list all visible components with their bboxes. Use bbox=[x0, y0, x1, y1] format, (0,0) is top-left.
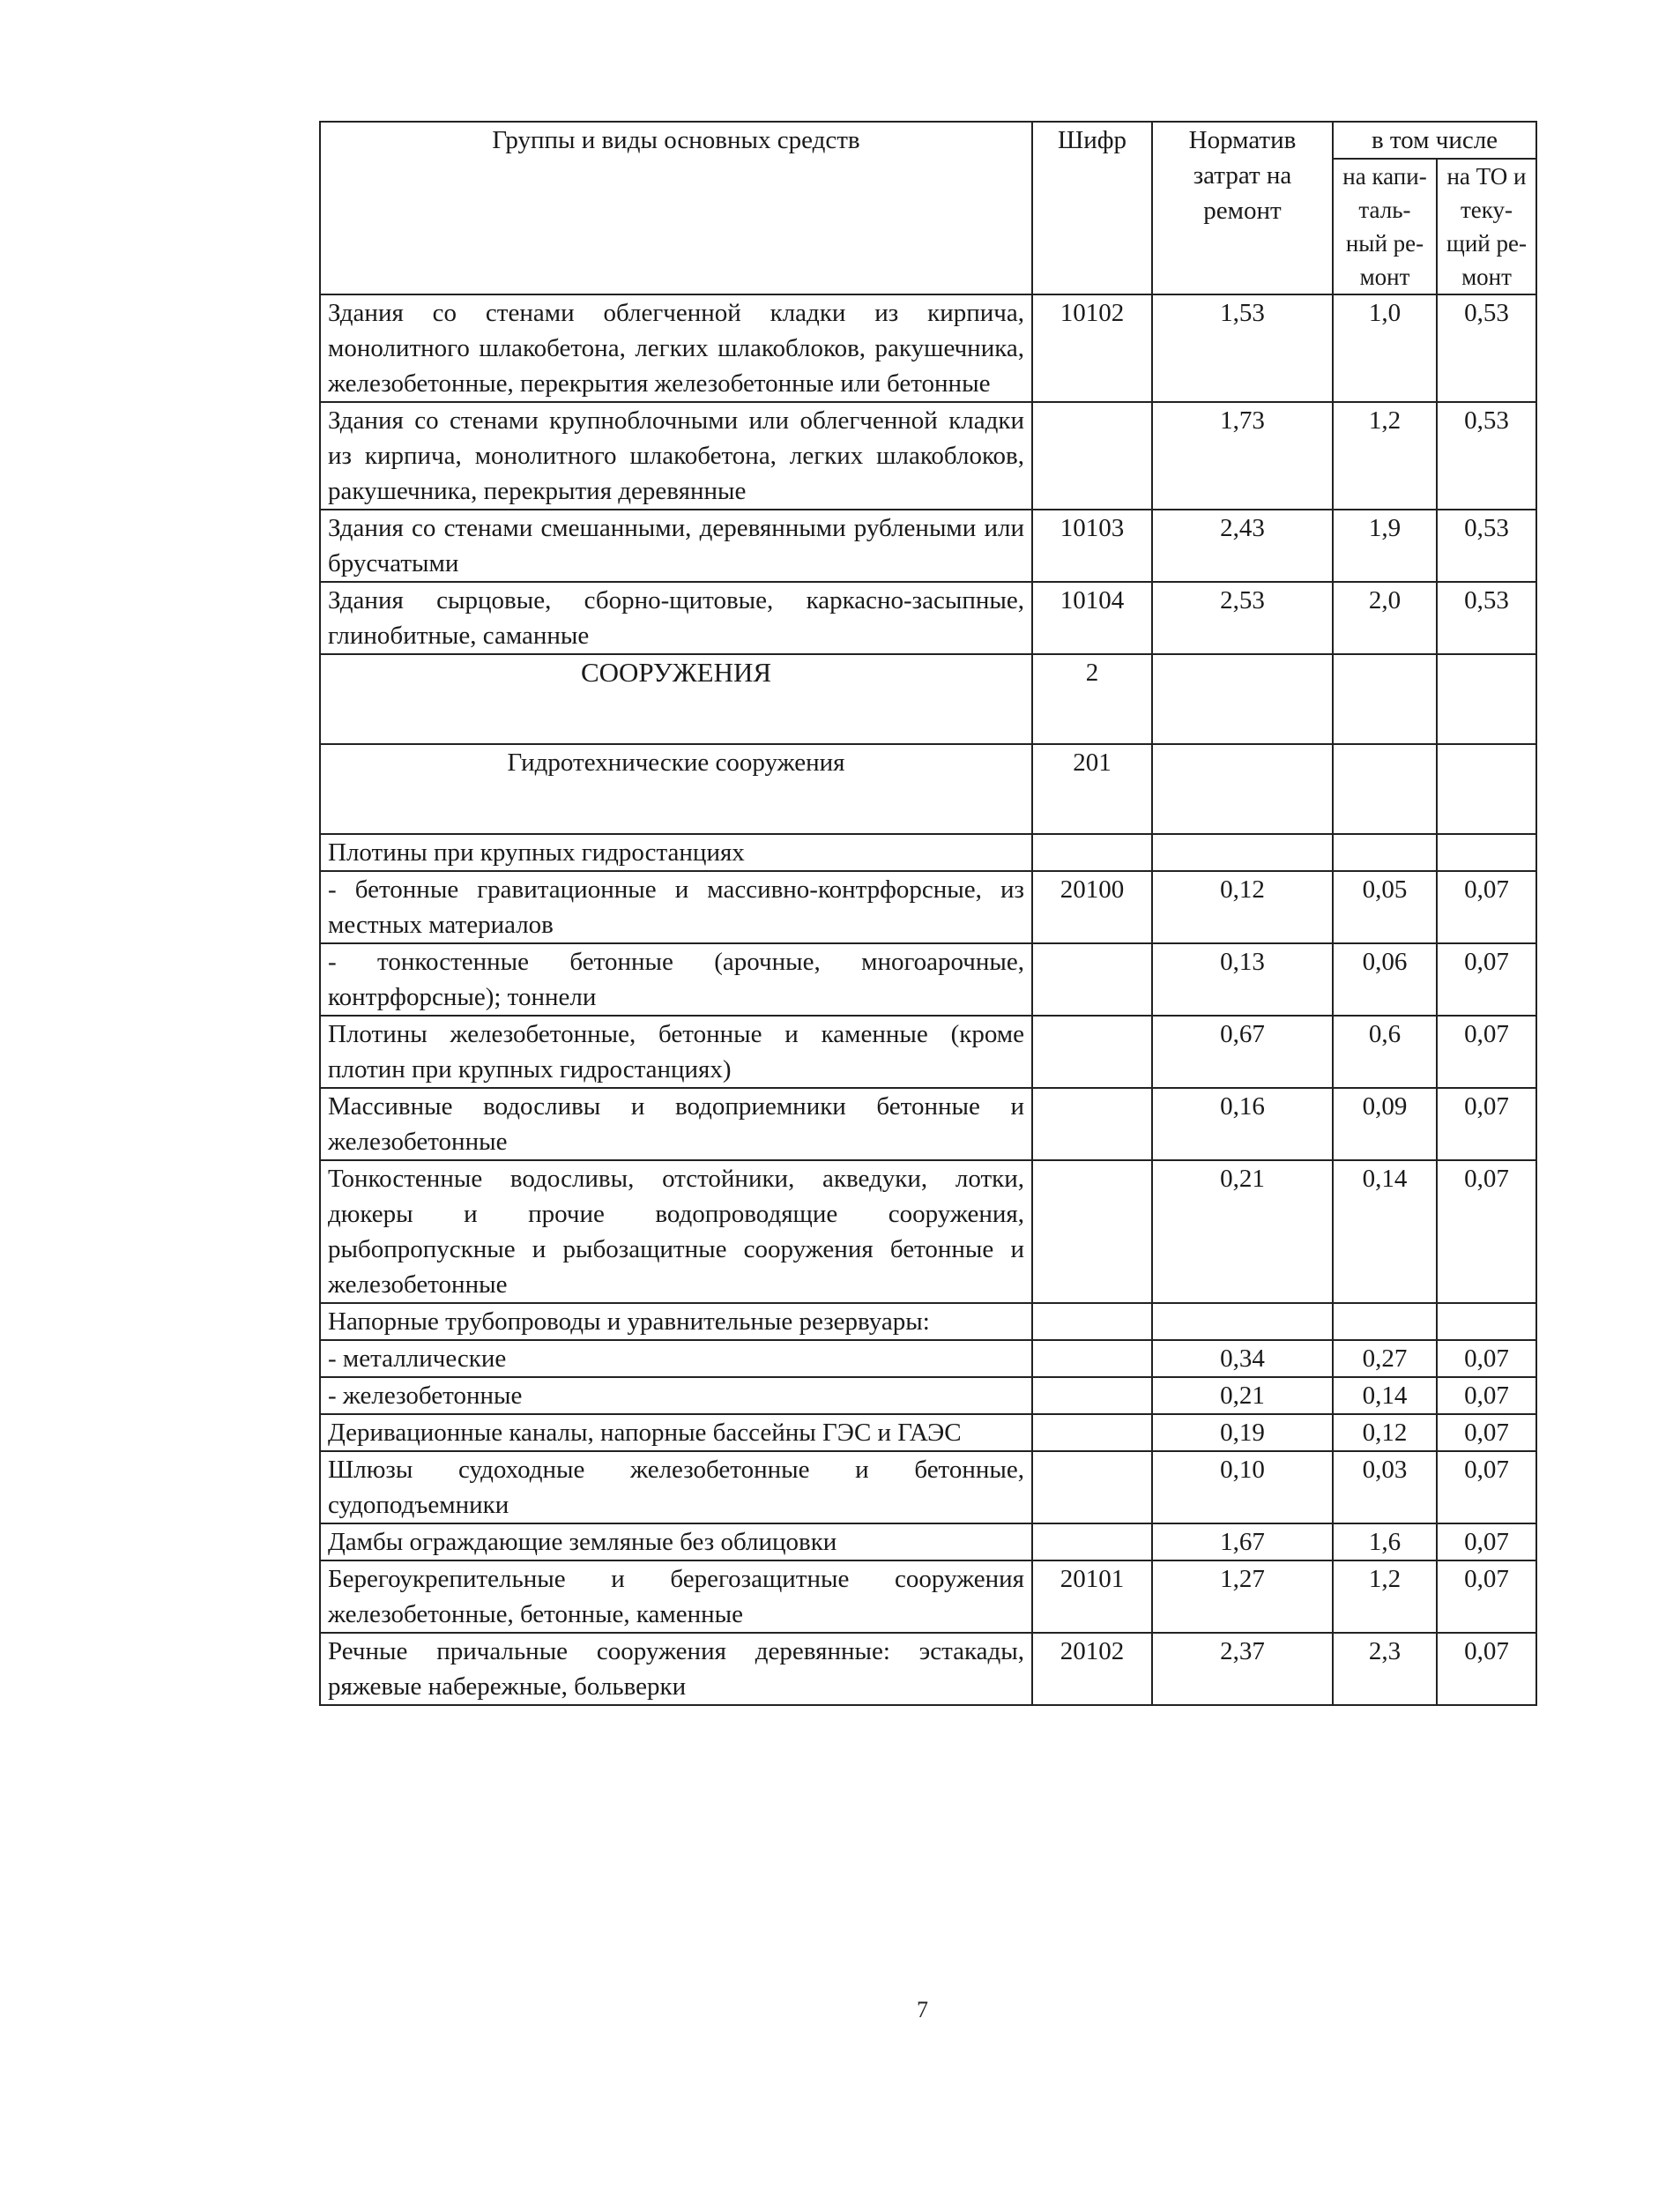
row-name: Дамбы ограждающие земляные без облицовки bbox=[320, 1523, 1032, 1560]
row-capital: 0,6 bbox=[1333, 1016, 1437, 1088]
row-norm: 0,21 bbox=[1152, 1160, 1333, 1303]
row-code bbox=[1032, 1160, 1152, 1303]
header-code: Шифр bbox=[1032, 122, 1152, 294]
row-current: 0,07 bbox=[1437, 1160, 1536, 1303]
row-name: Речные причальные сооружения деревянные: эстакады, ряжевые набережные, больверки bbox=[320, 1633, 1032, 1705]
row-code bbox=[1032, 943, 1152, 1016]
row-name: Напорные трубопроводы и уравнительные резервуары: bbox=[320, 1303, 1032, 1340]
row-current: 0,07 bbox=[1437, 1016, 1536, 1088]
row-capital: 0,14 bbox=[1333, 1160, 1437, 1303]
header-current: на ТО и теку- щий ре- монт bbox=[1437, 159, 1536, 294]
table-row bbox=[320, 294, 1536, 402]
row-name: - бетонные гравитационные и массивно-контрфорсные, из местных материалов bbox=[320, 871, 1032, 943]
empty-cell bbox=[1333, 654, 1437, 744]
table-row bbox=[320, 1560, 1536, 1633]
row-name: Плотины железобетонные, бетонные и каменные (кроме плотин при крупных гидростанциях) bbox=[320, 1016, 1032, 1088]
empty-cell bbox=[1152, 744, 1333, 834]
row-name: Деривационные каналы, напорные бассейны ГЭС и ГАЭС bbox=[320, 1414, 1032, 1451]
row-norm: 1,67 bbox=[1152, 1523, 1333, 1560]
page-number: 7 bbox=[917, 1997, 928, 2022]
row-capital: 2,0 bbox=[1333, 582, 1437, 654]
row-code: 20101 bbox=[1032, 1560, 1152, 1633]
row-current: 0,07 bbox=[1437, 1414, 1536, 1451]
row-current: 0,07 bbox=[1437, 1560, 1536, 1633]
row-norm: 2,53 bbox=[1152, 582, 1333, 654]
row-norm: 0,12 bbox=[1152, 871, 1333, 943]
row-capital: 0,03 bbox=[1333, 1451, 1437, 1523]
header-name: Группы и виды основных средств bbox=[320, 122, 1032, 294]
row-code bbox=[1032, 402, 1152, 510]
table-row bbox=[320, 1340, 1536, 1377]
row-norm: 0,67 bbox=[1152, 1016, 1333, 1088]
row-norm: 1,73 bbox=[1152, 402, 1333, 510]
row-norm: 1,53 bbox=[1152, 294, 1333, 402]
row-capital: 1,0 bbox=[1333, 294, 1437, 402]
row-norm bbox=[1152, 1303, 1333, 1340]
row-code bbox=[1032, 834, 1152, 871]
row-code: 20102 bbox=[1032, 1633, 1152, 1705]
row-current: 0,07 bbox=[1437, 1633, 1536, 1705]
row-capital: 1,2 bbox=[1333, 1560, 1437, 1633]
row-name: - металлические bbox=[320, 1340, 1032, 1377]
table-row bbox=[320, 1016, 1536, 1088]
table-row bbox=[320, 1377, 1536, 1414]
repair-norms-table bbox=[319, 121, 1537, 1706]
row-code bbox=[1032, 1303, 1152, 1340]
row-code: 10103 bbox=[1032, 510, 1152, 582]
table-row bbox=[320, 1088, 1536, 1160]
table-header-row bbox=[320, 122, 1536, 159]
row-code bbox=[1032, 1088, 1152, 1160]
row-capital: 2,3 bbox=[1333, 1633, 1437, 1705]
row-code bbox=[1032, 1414, 1152, 1451]
row-current: 0,07 bbox=[1437, 1377, 1536, 1414]
row-name: Тонкостенные водосливы, отстойники, акведуки, лотки, дюкеры и прочие водопроводящие сооружения, рыбопропускные и рыбозащитные сооружения бетонные и железобетонные bbox=[320, 1160, 1032, 1303]
row-current: 0,07 bbox=[1437, 1523, 1536, 1560]
row-code bbox=[1032, 1451, 1152, 1523]
row-current bbox=[1437, 1303, 1536, 1340]
row-norm: 0,19 bbox=[1152, 1414, 1333, 1451]
row-capital: 0,14 bbox=[1333, 1377, 1437, 1414]
table-row bbox=[320, 1451, 1536, 1523]
row-norm: 0,10 bbox=[1152, 1451, 1333, 1523]
empty-cell bbox=[1437, 744, 1536, 834]
subsection-title: Гидротехнические сооружения bbox=[320, 744, 1032, 834]
row-current: 0,53 bbox=[1437, 294, 1536, 402]
row-name: Плотины при крупных гидростанциях bbox=[320, 834, 1032, 871]
table-row bbox=[320, 1160, 1536, 1303]
row-name: Здания со стенами облегченной кладки из кирпича, монолитного шлакобетона, легких шлакоблоков, ракушечника, железобетонные, перекрытия железобетонные или бетонные bbox=[320, 294, 1032, 402]
table-row bbox=[320, 402, 1536, 510]
header-capital: на капи- таль- ный ре- монт bbox=[1333, 159, 1437, 294]
row-code bbox=[1032, 1340, 1152, 1377]
row-capital bbox=[1333, 834, 1437, 871]
table-row bbox=[320, 1414, 1536, 1451]
row-code: 10102 bbox=[1032, 294, 1152, 402]
row-capital: 1,2 bbox=[1333, 402, 1437, 510]
row-name: - тонкостенные бетонные (арочные, многоарочные, контрфорсные); тоннели bbox=[320, 943, 1032, 1016]
table-row bbox=[320, 1303, 1536, 1340]
table-row bbox=[320, 1633, 1536, 1705]
row-name: Здания со стенами крупноблочными или облегченной кладки из кирпича, монолитного шлакобетона, легких шлакоблоков, ракушечника, перекрытия деревянные bbox=[320, 402, 1032, 510]
row-capital: 0,06 bbox=[1333, 943, 1437, 1016]
row-norm: 1,27 bbox=[1152, 1560, 1333, 1633]
header-norm: Норматив затрат на ремонт bbox=[1152, 122, 1333, 294]
row-capital: 0,12 bbox=[1333, 1414, 1437, 1451]
row-name: Массивные водосливы и водоприемники бетонные и железобетонные bbox=[320, 1088, 1032, 1160]
subsection-code: 201 bbox=[1032, 744, 1152, 834]
section-title: СООРУЖЕНИЯ bbox=[320, 654, 1032, 744]
row-name: Здания сырцовые, сборно-щитовые, каркасно-засыпные, глинобитные, саманные bbox=[320, 582, 1032, 654]
row-current: 0,07 bbox=[1437, 871, 1536, 943]
row-current: 0,07 bbox=[1437, 943, 1536, 1016]
row-current: 0,53 bbox=[1437, 402, 1536, 510]
table-row bbox=[320, 582, 1536, 654]
row-current: 0,07 bbox=[1437, 1451, 1536, 1523]
row-code bbox=[1032, 1016, 1152, 1088]
empty-cell bbox=[1437, 654, 1536, 744]
row-name: Берегоукрепительные и берегозащитные сооружения железобетонные, бетонные, каменные bbox=[320, 1560, 1032, 1633]
row-current: 0,53 bbox=[1437, 582, 1536, 654]
row-norm: 2,43 bbox=[1152, 510, 1333, 582]
table-row bbox=[320, 510, 1536, 582]
row-capital: 0,05 bbox=[1333, 871, 1437, 943]
row-norm: 0,21 bbox=[1152, 1377, 1333, 1414]
row-capital: 1,6 bbox=[1333, 1523, 1437, 1560]
row-current: 0,53 bbox=[1437, 510, 1536, 582]
row-name: Здания со стенами смешанными, деревянными рублеными или брусчатыми bbox=[320, 510, 1032, 582]
row-capital: 1,9 bbox=[1333, 510, 1437, 582]
row-code: 20100 bbox=[1032, 871, 1152, 943]
row-name: - железобетонные bbox=[320, 1377, 1032, 1414]
table-row bbox=[320, 834, 1536, 871]
header-group: в том числе bbox=[1333, 122, 1536, 159]
table-row bbox=[320, 1523, 1536, 1560]
row-current: 0,07 bbox=[1437, 1340, 1536, 1377]
row-code bbox=[1032, 1523, 1152, 1560]
row-norm bbox=[1152, 834, 1333, 871]
row-code bbox=[1032, 1377, 1152, 1414]
empty-cell bbox=[1333, 744, 1437, 834]
row-current: 0,07 bbox=[1437, 1088, 1536, 1160]
row-capital: 0,09 bbox=[1333, 1088, 1437, 1160]
section-row bbox=[320, 654, 1536, 744]
subsection-row bbox=[320, 744, 1536, 834]
row-capital: 0,27 bbox=[1333, 1340, 1437, 1377]
row-norm: 0,16 bbox=[1152, 1088, 1333, 1160]
row-norm: 0,13 bbox=[1152, 943, 1333, 1016]
row-code: 10104 bbox=[1032, 582, 1152, 654]
table-row bbox=[320, 871, 1536, 943]
row-norm: 2,37 bbox=[1152, 1633, 1333, 1705]
row-capital bbox=[1333, 1303, 1437, 1340]
empty-cell bbox=[1152, 654, 1333, 744]
section-code: 2 bbox=[1032, 654, 1152, 744]
table-row bbox=[320, 943, 1536, 1016]
row-norm: 0,34 bbox=[1152, 1340, 1333, 1377]
row-name: Шлюзы судоходные железобетонные и бетонные, судоподъемники bbox=[320, 1451, 1032, 1523]
row-current bbox=[1437, 834, 1536, 871]
